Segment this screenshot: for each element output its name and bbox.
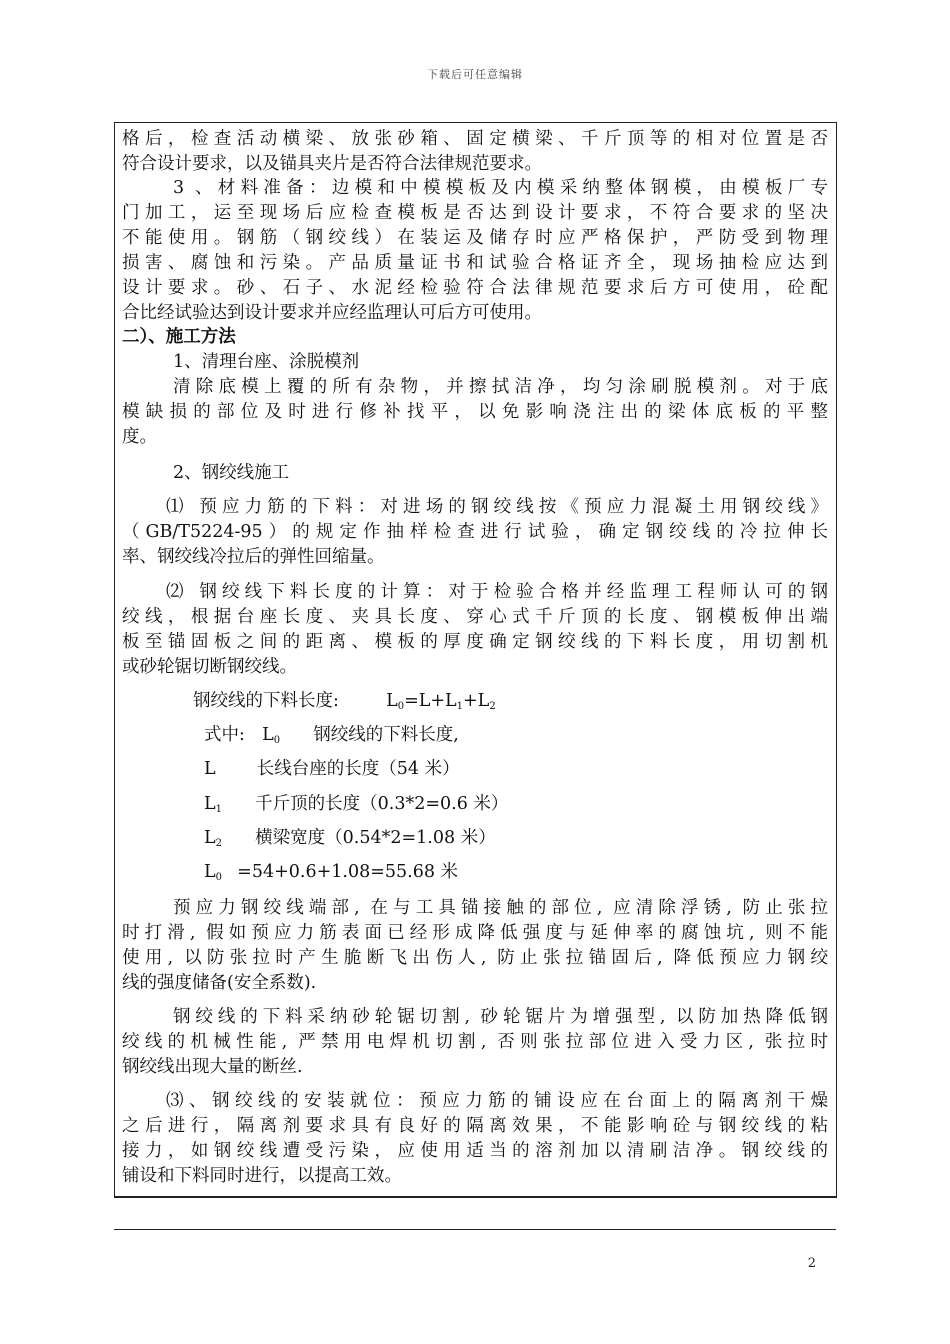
paragraph-line: 度。 (122, 427, 157, 447)
formula-result: $L_0 =54+0.6+1.08=55.68$ 米 (204, 862, 459, 883)
paragraph-line: 合比经试验达到设计要求并应经监理认可后方可使用。 (122, 303, 542, 323)
table-row-divider (114, 1196, 836, 1197)
paragraph-line: 绞线的机械性能, 严禁用电焊机切割, 否则张拉部位进入受力区, 张拉时 (122, 1032, 828, 1052)
paragraph-line: 接力，如钢绞线遭受污染，应使用适当的溶剂加以清刷洁净。钢绞线的 (122, 1141, 828, 1161)
paragraph-line: 线的强度储备(安全系数). (122, 973, 317, 993)
subsection-heading: 2、钢绞线施工 (173, 463, 290, 483)
formula-def-L1: $L_1$ 千斤顶的长度（0.3*2=0.6 米） (204, 794, 509, 815)
formula-def-L2: $L_2$ 横梁宽度（0.54*2=1.08 米） (204, 828, 496, 849)
paragraph-line: 预应力钢绞线端部, 在与工具锚接触的部位, 应清除浮锈, 防止张拉 (173, 898, 828, 918)
paragraph-line: 使用, 以防张拉时产生脆断飞出伤人, 防止张拉锚固后, 降低预应力钢绞 (122, 948, 828, 968)
paragraph-line: 板至锚固板之间的距离、模板的厚度确定钢绞线的下料长度，用切割机 (122, 632, 828, 652)
table-bottom-line (114, 1229, 836, 1230)
formula-where-line: 式中: $L_0$ 钢绞线的下料长度, (204, 725, 459, 746)
paragraph-line: 或砂轮锯切断钢绞线。 (122, 657, 297, 677)
subsection-heading: 1、清理台座、涂脱模剂 (173, 352, 360, 372)
formula-line (193, 689, 496, 713)
paragraph-line: （GB/T5224-95）的规定作抽样检查进行试验，确定钢绞线的冷拉伸长 (122, 522, 828, 542)
paragraph-line: 钢绞线的下料采纳砂轮锯切割, 砂轮锯片为增强型, 以防加热降低钢 (173, 1007, 828, 1027)
paragraph-line: ⑵ 钢绞线下料长度的计算：对于检验合格并经监理工程师认可的钢 (166, 582, 828, 602)
paragraph-line: 钢绞线出现大量的断丝. (122, 1057, 303, 1077)
paragraph-line: 损害、腐蚀和污染。产品质量证书和试验合格证齐全，现场抽检应达到 (122, 253, 828, 273)
paragraph-line: ⑴ 预应力筋的下料：对进场的钢绞线按《预应力混凝土用钢绞线》 (166, 497, 828, 517)
paragraph-line: 时打滑, 假如预应力筋表面已经形成降低强度与延伸率的腐蚀坑, 则不能 (122, 923, 828, 943)
paragraph-line: 清除底模上覆的所有杂物，并擦拭洁净，均匀涂刷脱模剂。对于底 (173, 377, 828, 397)
paragraph-line: 模缺损的部位及时进行修补找平，以免影响浇注出的梁体底板的平整 (122, 402, 828, 422)
page-number: 2 (807, 1256, 816, 1271)
paragraph-line: 3 、材料准备：边模和中模模板及内模采纳整体钢模，由模板厂专 (173, 178, 828, 198)
paragraph-line: 率、钢绞线冷拉后的弹性回缩量。 (122, 547, 385, 567)
paragraph-line: ⑶、钢绞线的安装就位：预应力筋的铺设应在台面上的隔离剂干燥 (166, 1091, 828, 1111)
formula-def-L: L 长线台座的长度（54 米） (204, 759, 460, 779)
paragraph-line: 格后，检查活动横梁、放张砂箱、固定横梁、千斤顶等的相对位置是否 (122, 129, 828, 149)
paragraph-line: 绞线，根据台座长度、夹具长度、穿心式千斤顶的长度、钢模板伸出端 (122, 607, 828, 627)
formula-expression: $L_0=L+L_1+L_2$ (386, 691, 496, 712)
paragraph-line: 符合设计要求，以及锚具夹片是否符合法律规范要求。 (122, 154, 542, 174)
paragraph-line: 之后进行，隔离剂要求具有良好的隔离效果，不能影响砼与钢绞线的粘 (122, 1116, 828, 1136)
page-header: 下载后可任意编辑 (427, 68, 523, 81)
section-heading: 二）、施工方法 (122, 327, 236, 347)
paragraph-line: 门加工，运至现场后应检查模板是否达到设计要求，不符合要求的坚决 (122, 203, 828, 223)
paragraph-line: 设计要求。砂、石子、水泥经检验符合法律规范要求后方可使用，砼配 (122, 278, 828, 298)
paragraph-line: 不能使用。钢筋（钢绞线）在装运及储存时应严格保护，严防受到物理 (122, 228, 828, 248)
formula-label: 钢绞线的下料长度: (193, 691, 339, 711)
paragraph-line: 铺设和下料同时进行，以提高工效。 (122, 1166, 402, 1186)
